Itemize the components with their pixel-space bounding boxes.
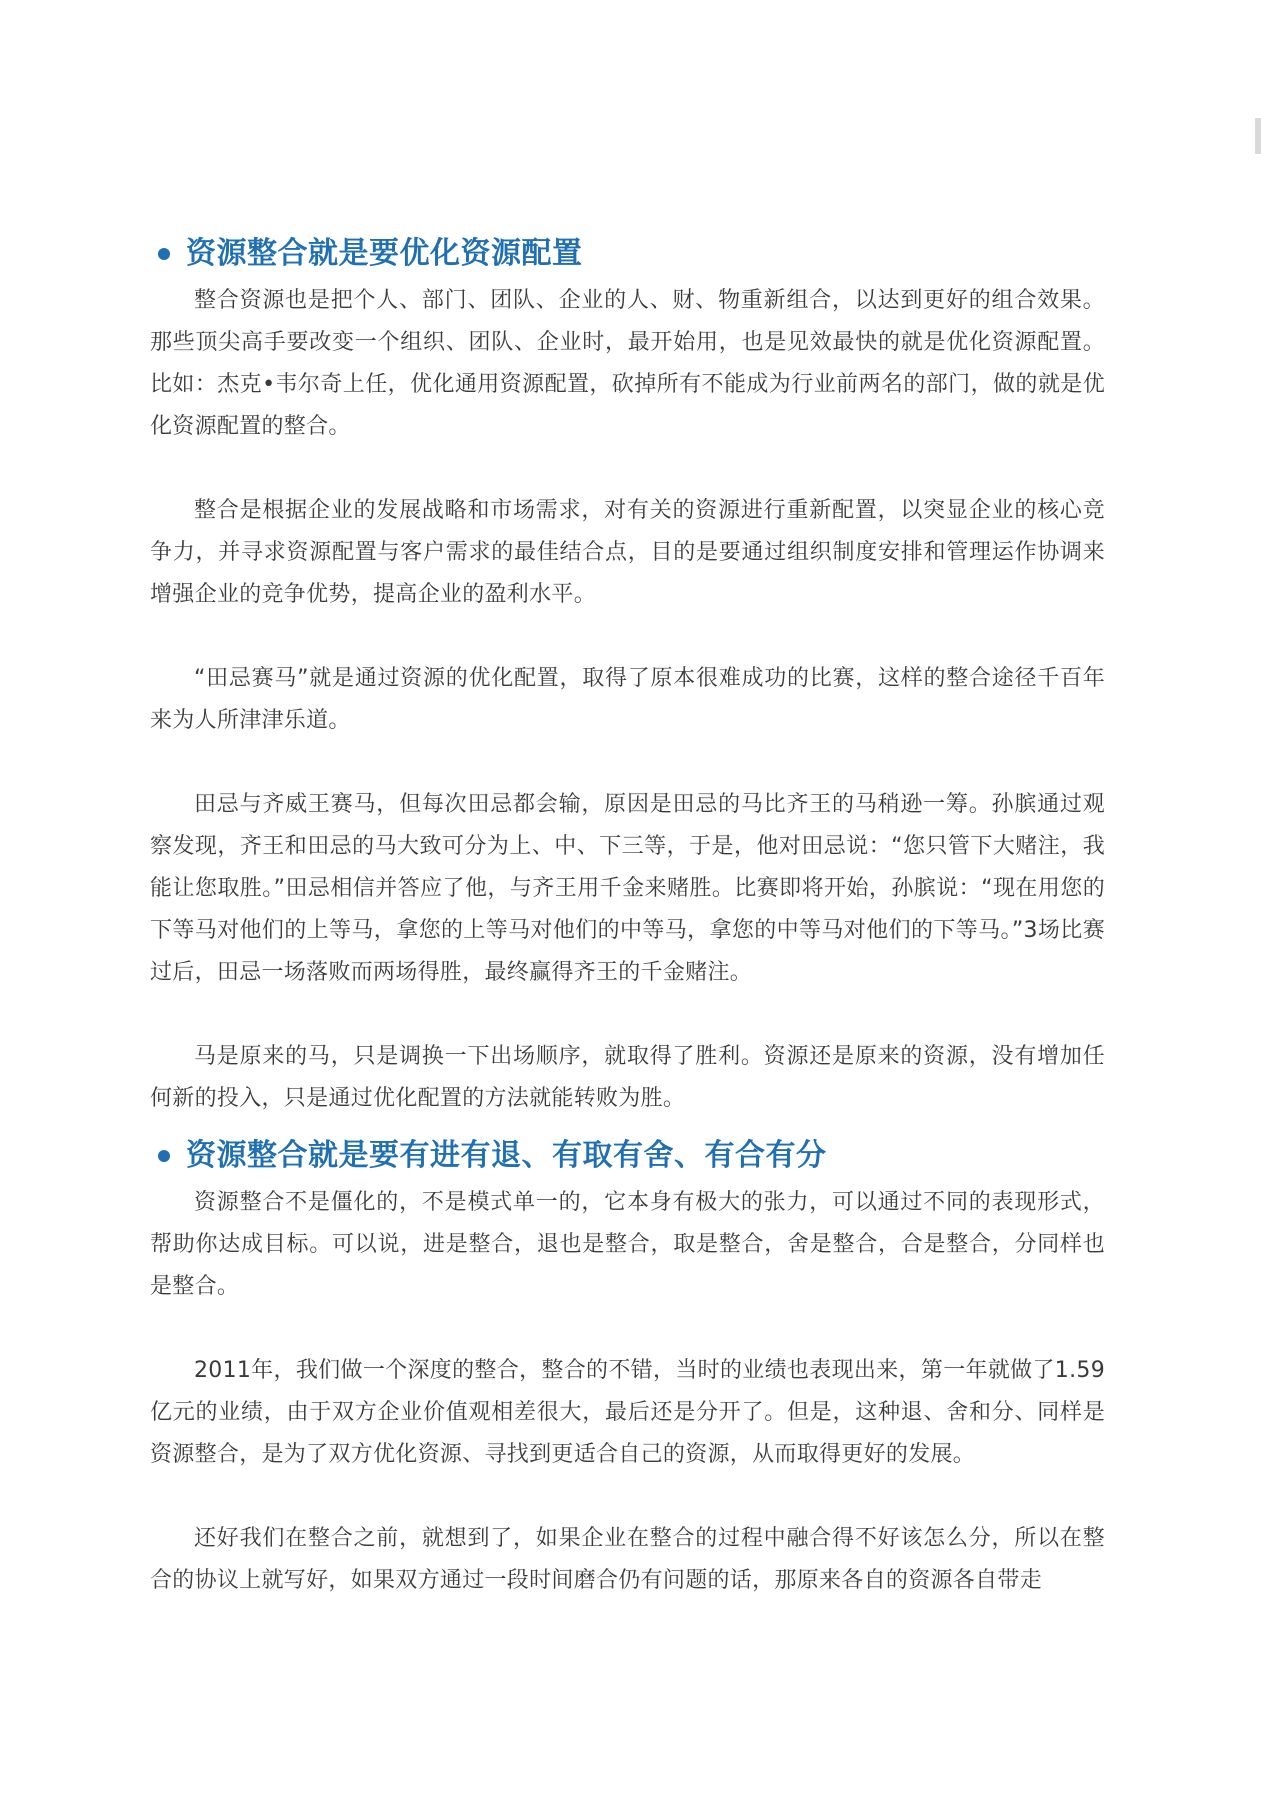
page-edge-mark [1255,118,1261,154]
paragraph: “田忌赛马”就是通过资源的优化配置，取得了原本很难成功的比赛，这样的整合途径千百年来为人所津津乐道。 [150,666,1105,733]
paragraph: 还好我们在整合之前，就想到了，如果企业在整合的过程中融合得不好该怎么分，所以在整合的协议上就写好，如果双方通过一段时间磨合仍有问题的话，那原来各自的资源各自带走 [150,1526,1105,1593]
section-heading-optimize-allocation [150,234,1105,274]
section-heading-advance-retreat [150,1136,1105,1176]
section-heading-text: 资源整合就是要优化资源配置 [186,236,583,271]
bullet-dot-icon [158,248,170,260]
paragraph: 整合是根据企业的发展战略和市场需求，对有关的资源进行重新配置，以突显企业的核心竞争力，并寻求资源配置与客户需求的最佳结合点，目的是要通过组织制度安排和管理运作协调来增强企业的竞争优势，提高企业的盈利水平。 [150,498,1105,607]
document-content [150,234,1105,1602]
paragraph: 整合资源也是把个人、部门、团队、企业的人、财、物重新组合，以达到更好的组合效果。那些顶尖高手要改变一个组织、团队、企业时，最开始用，也是见效最快的就是优化资源配置。比如：杰克•韦尔奇上任，优化通用资源配置，砍掉所有不能成为行业前两名的部门，做的就是优化资源配置的整合。 [150,288,1105,439]
bullet-dot-icon [158,1150,170,1162]
paragraph: 资源整合不是僵化的，不是模式单一的，它本身有极大的张力，可以通过不同的表现形式，帮助你达成目标。可以说，进是整合，退也是整合，取是整合，舍是整合，合是整合，分同样也是整合。 [150,1190,1105,1299]
paragraph: 2011年，我们做一个深度的整合，整合的不错，当时的业绩也表现出来，第一年就做了1.59亿元的业绩，由于双方企业价值观相差很大，最后还是分开了。但是，这种退、舍和分、同样是资源整合，是为了双方优化资源、寻找到更适合自己的资源，从而取得更好的发展。 [150,1358,1105,1467]
paragraph: 马是原来的马，只是调换一下出场顺序，就取得了胜利。资源还是原来的资源，没有增加任何新的投入，只是通过优化配置的方法就能转败为胜。 [150,1044,1105,1111]
section-heading-text: 资源整合就是要有进有退、有取有舍、有合有分 [186,1138,827,1173]
paragraph: 田忌与齐威王赛马，但每次田忌都会输，原因是田忌的马比齐王的马稍逊一筹。孙膑通过观察发现，齐王和田忌的马大致可分为上、中、下三等，于是，他对田忌说：“您只管下大赌注，我能让您取胜。”田忌相信并答应了他，与齐王用千金来赌胜。比赛即将开始，孙膑说：“现在用您的下等马对他们的上等马，拿您的上等马对他们的中等马，拿您的中等马对他们的下等马。”3场比赛过后，田忌一场落败而两场得胜，最终赢得齐王的千金赌注。 [150,792,1105,985]
